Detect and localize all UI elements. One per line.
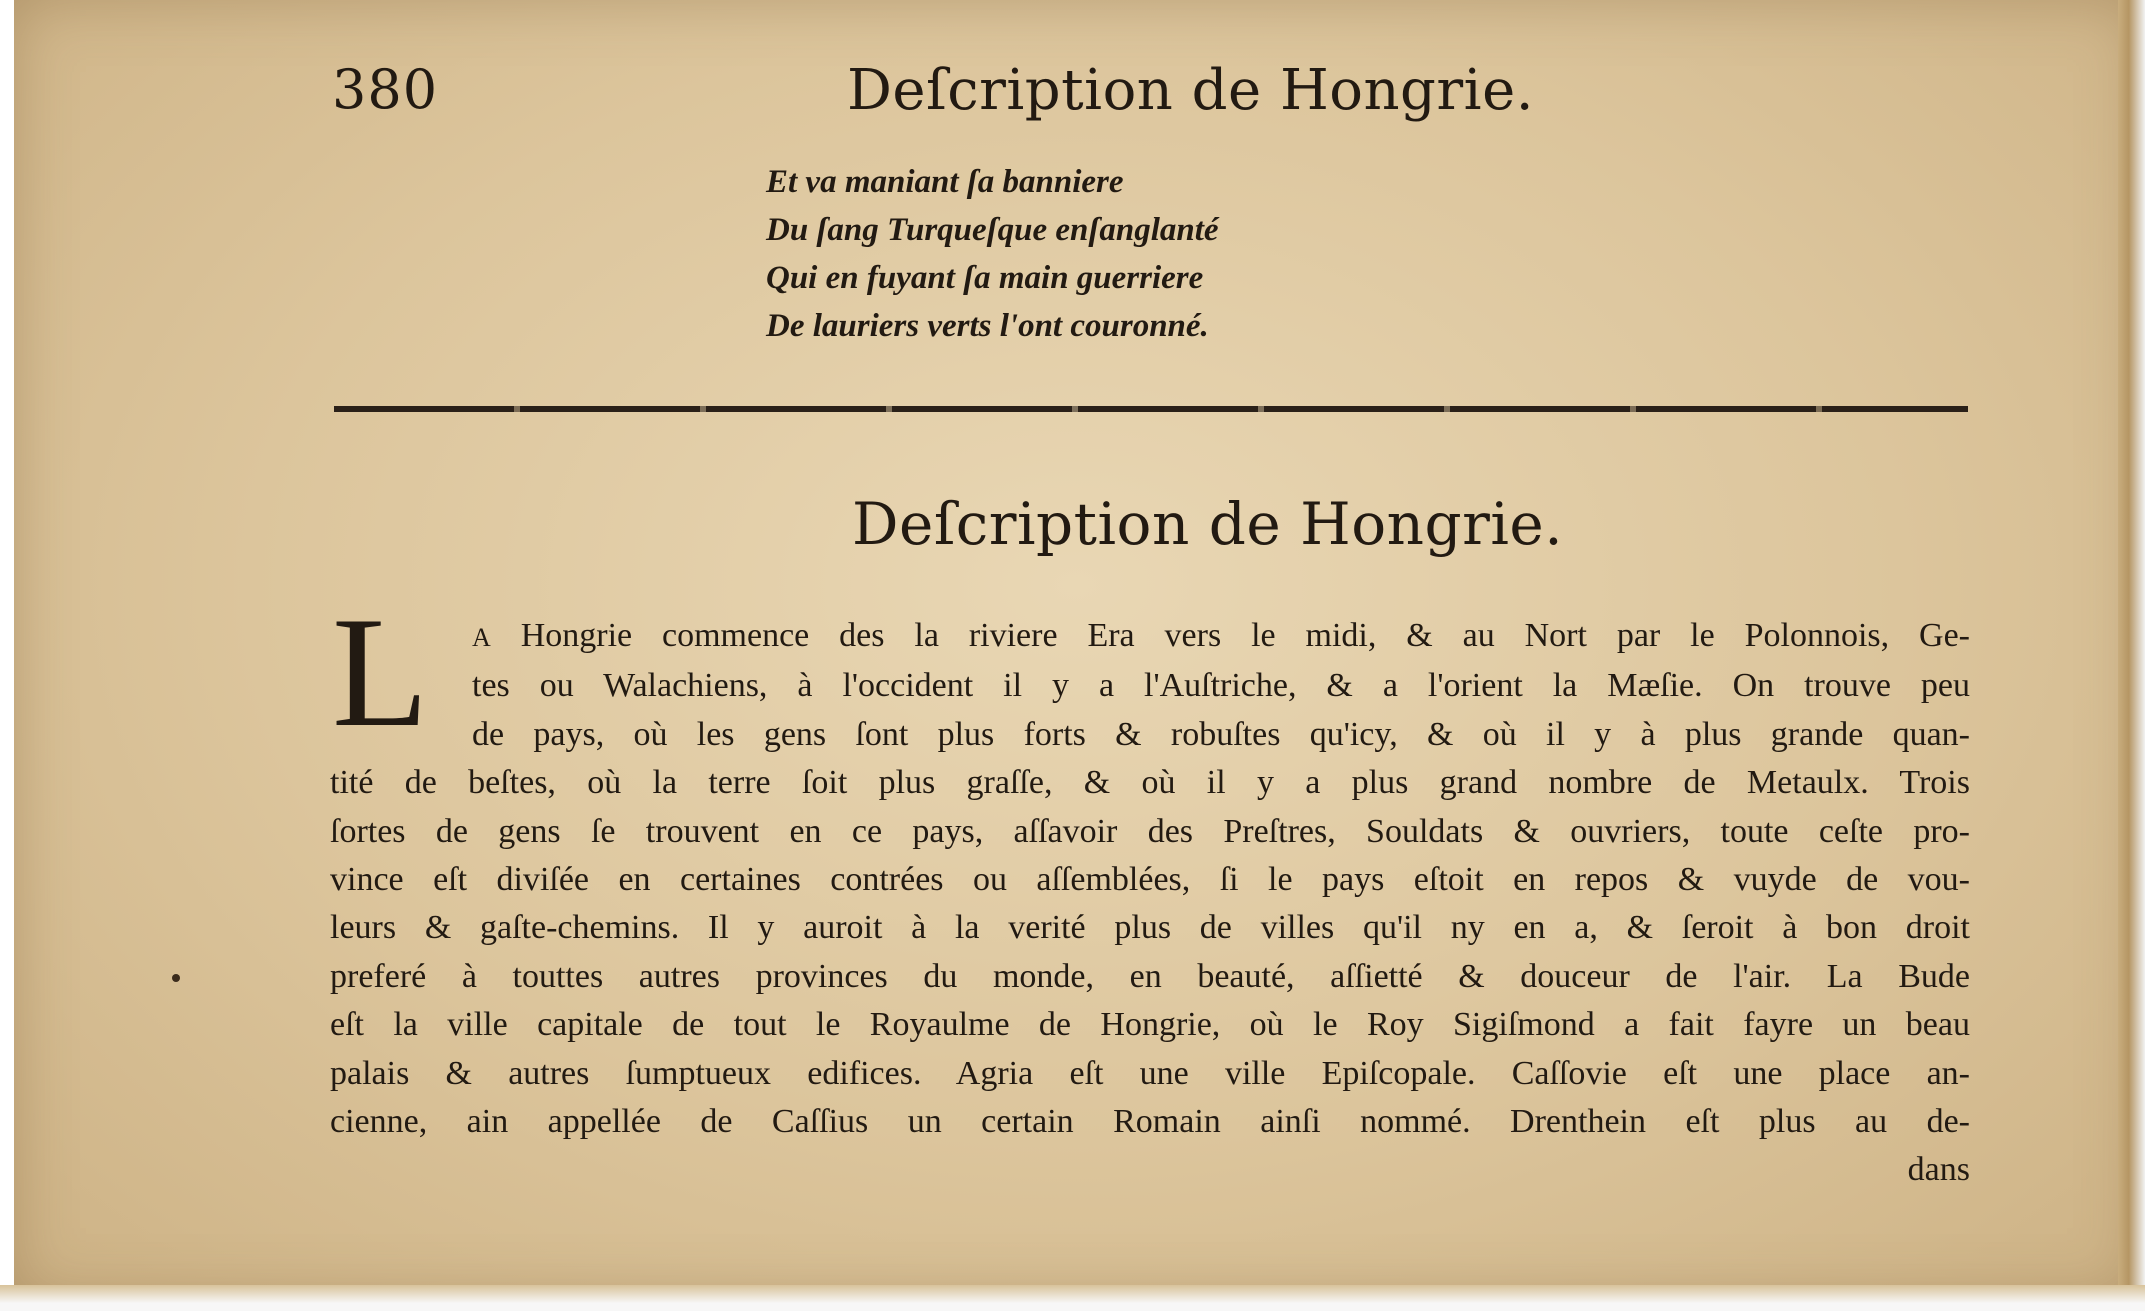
drop-cap: L bbox=[332, 585, 429, 760]
section-title: Deſcription de Hongrie. bbox=[852, 490, 1564, 558]
text-line: cienne, ain appellée de Caſſius un certain Romain ainſi nommé. Drenthein eſt plus au de- bbox=[330, 1103, 1970, 1141]
first-word-rest: A bbox=[472, 623, 491, 652]
page-number: 380 bbox=[332, 58, 439, 121]
poem-line: Qui en fuyant ſa main guerriere bbox=[766, 260, 1204, 296]
text-line: de pays, où les gens ſont plus forts & robuſtes qu'icy, & où il y à plus grande quan- bbox=[472, 715, 1970, 753]
poem-line: Et va maniant ſa banniere bbox=[766, 164, 1124, 200]
ink-spot bbox=[172, 974, 180, 982]
text-line: A Hongrie commence des la riviere Era vers le midi, & au Nort par le Polonnois, Ge- bbox=[472, 617, 1970, 654]
body-paragraph bbox=[330, 612, 1970, 1195]
poem-line: De lauriers verts l'ont couronné. bbox=[766, 308, 1209, 344]
text-line: tité de beſtes, où la terre ſoit plus graſſe, & où il y a plus grand nombre de Metaulx. Trois bbox=[330, 764, 1970, 802]
text-line: leurs & gaſte-chemins. Il y auroit à la verité plus de villes qu'il ny en a, & ſeroit à bon droit bbox=[330, 909, 1970, 947]
text-line: ſortes de gens ſe trouvent en ce pays, aſſavoir des Preſtres, Souldats & ouvriers, toute ceſte pro- bbox=[330, 812, 1970, 850]
text-line: palais & autres ſumptueux edifices. Agria eſt une ville Epiſcopale. Caſſovie eſt une place an- bbox=[330, 1054, 1970, 1092]
poem-stanza bbox=[766, 158, 1219, 350]
poem-line: Du ſang Turqueſque enſanglanté bbox=[766, 212, 1219, 248]
text-line: vince eſt diviſée en certaines contrées ou aſſemblées, ſi le pays eſtoit en repos & vuyde de vou- bbox=[330, 861, 1970, 899]
text-line: tes ou Walachiens, à l'occident il y a l'Auſtriche, & a l'orient la Mæſie. On trouve peu bbox=[472, 667, 1970, 705]
text-line: eſt la ville capitale de tout le Royaulme de Hongrie, où le Roy Sigiſmond a fait fayre un beau bbox=[330, 1006, 1970, 1044]
page-bottom-edge bbox=[0, 1285, 2145, 1311]
text-line: preferé à touttes autres provinces du monde, en beauté, aſſietté & douceur de l'air. La Bude bbox=[330, 957, 1970, 995]
section-divider-rule bbox=[334, 406, 1968, 412]
running-title: Deſcription de Hongrie. bbox=[847, 58, 1535, 123]
book-page bbox=[14, 0, 2139, 1300]
page-edge bbox=[2118, 0, 2145, 1311]
catchword: dans bbox=[1907, 1151, 1970, 1189]
